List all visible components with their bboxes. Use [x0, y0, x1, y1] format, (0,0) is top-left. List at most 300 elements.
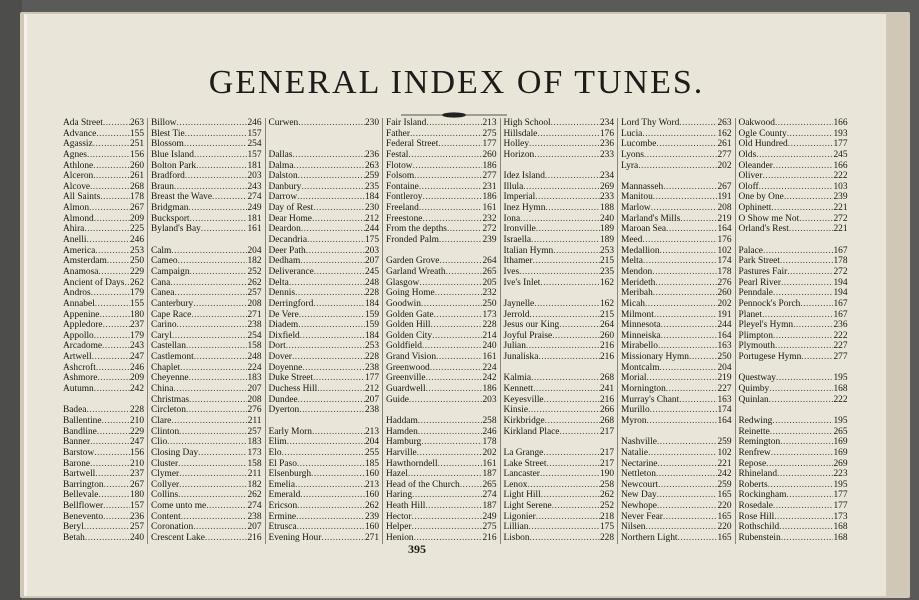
dot-leader: [299, 310, 365, 321]
tune-name: Advance: [63, 128, 97, 139]
tune-name: Rothschild: [738, 522, 780, 533]
tune-page-number: 187: [482, 469, 497, 480]
dot-leader: [504, 437, 615, 448]
index-entry: [386, 224, 497, 235]
tune-page-number: 213: [482, 118, 497, 128]
tune-page-number: 208: [247, 298, 262, 309]
tune-page-number: 163: [717, 341, 732, 352]
tune-name: La Grange: [503, 447, 544, 458]
tune-name: Natalie: [621, 447, 649, 458]
dot-leader: [100, 192, 130, 203]
dot-leader: [179, 480, 247, 491]
index-entry: [386, 352, 497, 363]
dot-leader: [536, 224, 600, 235]
tune-page-number: 230: [364, 118, 379, 128]
tune-name: Barrington: [63, 479, 104, 490]
dot-leader: [434, 310, 483, 321]
tune-page-number: 237: [129, 469, 144, 480]
dot-leader: [663, 182, 717, 193]
tune-page-number: 188: [599, 203, 614, 214]
dot-leader: [413, 161, 483, 172]
tune-name: Kirkbridge: [503, 415, 545, 426]
tune-page-number: 235: [599, 266, 614, 277]
tune-name: Fair Island: [386, 118, 427, 128]
index-entry: [386, 469, 497, 480]
dot-leader: [194, 352, 248, 363]
tune-name: Dennis: [268, 288, 296, 299]
dot-leader: [425, 501, 482, 512]
tune-page-number: 242: [717, 469, 732, 480]
index-entry: [504, 171, 615, 182]
dot-leader: [298, 171, 365, 182]
tune-page-number: 259: [364, 171, 379, 182]
index-entry: [386, 416, 497, 427]
tune-name: Ophinett: [738, 203, 772, 214]
dot-leader: [90, 459, 130, 470]
tune-name: Rockingham: [738, 490, 787, 501]
tune-page-number: 180: [129, 490, 144, 501]
tune-name: Curwen: [268, 118, 299, 128]
index-entry: [386, 214, 497, 225]
tune-page-number: 236: [364, 149, 379, 160]
index-entry: [504, 448, 615, 459]
tune-page-number: 216: [247, 532, 262, 543]
dot-leader: [780, 437, 833, 448]
dot-leader: [644, 150, 718, 161]
index-entry: [621, 150, 732, 161]
index-entry: [63, 192, 144, 203]
tune-page-number: 202: [482, 447, 497, 458]
index-entry: [386, 459, 497, 470]
dot-leader: [269, 129, 380, 140]
tune-name: Planet: [738, 309, 762, 320]
dot-leader: [189, 203, 248, 214]
dot-leader: [193, 522, 247, 533]
tune-name: Myron: [621, 415, 647, 426]
dot-leader: [678, 533, 718, 544]
tune-name: Clymer: [151, 469, 180, 480]
tune-page-number: 186: [482, 192, 497, 203]
index-entry: [386, 522, 497, 533]
dot-leader: [412, 512, 483, 523]
tune-name: Repose: [738, 458, 767, 469]
dot-leader: [545, 203, 600, 214]
dot-leader: [777, 469, 833, 480]
tune-name: Bradford: [151, 171, 185, 182]
index-entry: [151, 299, 262, 310]
tune-name: Henion: [386, 532, 414, 543]
index-entry: [504, 182, 615, 193]
index-entry: [621, 161, 732, 172]
tune-page-number: 194: [833, 288, 848, 299]
tune-name: Lisbon: [503, 532, 530, 543]
index-entry: [504, 363, 615, 374]
dot-leader: [793, 320, 833, 331]
dot-leader: [295, 288, 365, 299]
tune-name: Palace: [738, 245, 763, 256]
index-entry: [63, 139, 144, 150]
index-entry: [621, 267, 732, 278]
tune-name: Billow: [151, 118, 177, 128]
index-entry: [269, 246, 380, 257]
tune-page-number: 195: [833, 373, 848, 384]
index-entry: [739, 490, 848, 501]
dot-leader: [178, 459, 247, 470]
tune-page-number: 239: [364, 511, 379, 522]
tune-name: Early Morn: [268, 426, 312, 437]
dot-leader: [655, 278, 717, 289]
dot-leader: [422, 192, 482, 203]
tune-page-number: 160: [364, 490, 379, 501]
tune-name: Harville: [386, 447, 417, 458]
tune-name: Julian: [503, 341, 526, 352]
tune-name: Renfrew: [738, 447, 771, 458]
tune-name: Heath Hill: [386, 501, 426, 512]
index-entry: [269, 256, 380, 267]
tune-page-number: 238: [247, 511, 262, 522]
index-entry: [63, 246, 144, 257]
tune-name: Newhope: [621, 501, 657, 512]
tune-page-number: 165: [717, 532, 732, 543]
index-entry: [151, 139, 262, 150]
index-entry: [739, 416, 848, 427]
index-entry: [63, 416, 144, 427]
tune-page-number: 168: [833, 522, 848, 533]
tune-page-number: 224: [247, 362, 262, 373]
tune-name: Ancient of Days: [63, 277, 125, 288]
tune-page-number: 259: [717, 437, 732, 448]
index-entry: [621, 363, 732, 374]
tune-page-number: 207: [364, 394, 379, 405]
index-entry: [621, 171, 732, 182]
tune-name: Jesus our King: [503, 320, 560, 331]
tune-page-number: 242: [482, 373, 497, 384]
index-entry: [621, 416, 732, 427]
dot-leader: [642, 235, 717, 246]
tune-name: Caryl: [151, 330, 172, 341]
dot-leader: [653, 288, 718, 299]
tune-name: Rubenstein: [738, 532, 781, 543]
tune-page-number: 194: [833, 277, 848, 288]
tune-name: Marlow: [621, 203, 651, 214]
tune-page-number: 186: [482, 160, 497, 171]
tune-name: Benevento: [63, 511, 104, 522]
tune-name: Carino: [151, 320, 177, 331]
tune-page-number: 228: [364, 352, 379, 363]
index-entry: [269, 288, 380, 299]
tune-page-number: 166: [833, 118, 848, 128]
dot-leader: [185, 171, 248, 182]
dot-leader: [436, 352, 482, 363]
dot-leader: [774, 512, 833, 523]
dot-leader: [190, 214, 248, 225]
index-entry: [151, 416, 262, 427]
tune-page-number: 236: [833, 320, 848, 331]
tune-page-number: 207: [247, 384, 262, 395]
tune-name: Braun: [151, 181, 174, 192]
tune-name: Light Serene: [503, 501, 552, 512]
tune-page-number: 210: [129, 415, 144, 426]
book-binding: [0, 0, 22, 600]
tune-page-number: 238: [247, 320, 262, 331]
dot-leader: [185, 129, 248, 140]
dot-leader: [504, 288, 615, 299]
dot-leader: [94, 448, 130, 459]
tune-page-number: 160: [364, 469, 379, 480]
tune-name: Olds: [738, 149, 757, 160]
tune-name: Cheyenne: [151, 373, 189, 384]
dot-leader: [89, 203, 130, 214]
tune-name: Golden Gate: [386, 309, 434, 320]
index-entry: [739, 182, 848, 193]
index-entry: [621, 139, 732, 150]
tune-name: Park Street: [738, 256, 780, 267]
dot-leader: [294, 161, 365, 172]
tune-page-number: 155: [129, 128, 144, 139]
index-column: [618, 118, 736, 544]
index-entry: [386, 118, 497, 129]
index-entry: [269, 214, 380, 225]
index-entry: [739, 352, 848, 363]
tune-name: Minneiska: [621, 330, 661, 341]
tune-page-number: 177: [364, 373, 379, 384]
dot-leader: [773, 331, 834, 342]
dot-leader: [654, 310, 718, 321]
tune-name: Ives: [503, 266, 520, 277]
tune-page-number: 158: [247, 341, 262, 352]
dot-leader: [645, 522, 717, 533]
dot-leader: [198, 448, 247, 459]
tune-name: Bellflower: [63, 501, 104, 512]
tune-name: Canterbury: [151, 298, 194, 309]
tune-name: Lenox: [503, 479, 528, 490]
dot-leader: [412, 490, 482, 501]
tune-page-number: 243: [129, 341, 144, 352]
tune-page-number: 265: [482, 479, 497, 490]
index-entry: [504, 203, 615, 214]
dot-leader: [756, 150, 833, 161]
tune-page-number: 209: [129, 373, 144, 384]
tune-page-number: 231: [482, 181, 497, 192]
dot-leader: [205, 533, 248, 544]
dot-leader: [519, 267, 600, 278]
dot-leader: [534, 299, 600, 310]
tune-page-number: 223: [833, 469, 848, 480]
index-entry: [739, 267, 848, 278]
dot-leader: [657, 501, 718, 512]
tune-name: Nettleton: [621, 469, 656, 480]
tune-name: Manitou: [621, 192, 653, 203]
dot-leader: [426, 118, 482, 129]
tune-page-number: 263: [364, 160, 379, 171]
tune-name: Blue Island: [151, 149, 194, 160]
dot-leader: [419, 203, 483, 214]
index-entry: [151, 256, 262, 267]
tune-page-number: 266: [599, 405, 614, 416]
tune-name: Annabel: [63, 298, 95, 309]
index-entry: [621, 352, 732, 363]
index-entry: [739, 320, 848, 331]
index-entry: [504, 512, 615, 523]
tune-page-number: 260: [482, 149, 497, 160]
dot-leader: [196, 161, 247, 172]
dot-leader: [658, 341, 717, 352]
tune-name: Lord Thy Word: [621, 118, 680, 128]
dot-leader: [431, 320, 483, 331]
tune-name: Newcourt: [621, 479, 658, 490]
dot-leader: [661, 320, 718, 331]
tune-page-number: 239: [482, 235, 497, 246]
index-entry: [621, 278, 732, 289]
index-entry: [739, 129, 848, 140]
dot-leader: [179, 427, 247, 438]
tune-name: Ballentine: [63, 415, 102, 426]
index-entry: [151, 459, 262, 470]
tune-name: Hillsdale: [503, 128, 538, 139]
dot-leader: [460, 480, 483, 491]
index-entry: [504, 341, 615, 352]
dot-leader: [648, 448, 717, 459]
index-entry: [504, 299, 615, 310]
tune-name: Oakwood: [738, 118, 775, 128]
tune-page-number: 165: [717, 511, 732, 522]
index-entry: [386, 512, 497, 523]
index-entry: [269, 267, 380, 278]
tune-page-number: 176: [599, 128, 614, 139]
index-entry: [151, 384, 262, 395]
index-entry: [504, 118, 615, 129]
dot-leader: [98, 267, 130, 278]
tune-page-number: 262: [599, 490, 614, 501]
tune-name: Milmont: [621, 309, 654, 320]
tune-name: Fontleroy: [386, 192, 423, 203]
tune-name: Breast the Wave: [151, 192, 213, 203]
tune-name: Dear Home: [268, 213, 312, 224]
index-entry: [739, 299, 848, 310]
index-entry: [151, 235, 262, 246]
tune-page-number: 268: [599, 415, 614, 426]
dot-leader: [430, 363, 483, 374]
tune-name: Freeland: [386, 203, 419, 214]
tune-page-number: 181: [247, 160, 262, 171]
dot-leader: [763, 246, 833, 257]
tune-name: Deardon: [268, 224, 301, 235]
tune-page-number: 177: [833, 139, 848, 150]
index-entry: [269, 416, 380, 427]
tune-name: Dallas: [268, 149, 293, 160]
tune-name: Barone: [63, 458, 91, 469]
dot-leader: [526, 341, 600, 352]
index-entry: [739, 278, 848, 289]
tune-name: Freestone: [386, 213, 423, 224]
tune-name: Missionary Hymn: [621, 352, 689, 363]
tune-page-number: 184: [364, 330, 379, 341]
dot-leader: [418, 427, 483, 438]
tune-page-number: 260: [599, 330, 614, 341]
tune-name: Redwing: [738, 415, 773, 426]
tune-name: El Paso: [268, 458, 297, 469]
tune-name: Kennett: [503, 384, 534, 395]
tune-name: Duke Street: [268, 373, 314, 384]
tune-page-number: 252: [599, 501, 614, 512]
dot-leader: [768, 480, 834, 491]
dot-leader: [85, 533, 130, 544]
tune-page-number: 204: [717, 362, 732, 373]
index-entry: [621, 288, 732, 299]
dot-leader: [189, 373, 248, 384]
index-entry: [386, 288, 497, 299]
dot-leader: [297, 192, 365, 203]
tune-page-number: 240: [482, 341, 497, 352]
dot-leader: [295, 480, 365, 491]
dot-leader: [435, 288, 483, 299]
index-entry: [151, 129, 262, 140]
dot-leader: [314, 267, 365, 278]
tune-page-number: 233: [599, 149, 614, 160]
tune-page-number: 262: [247, 490, 262, 501]
tune-name: Almon: [63, 203, 90, 214]
dot-leader: [689, 352, 717, 363]
index-entry: [621, 512, 732, 523]
tune-name: Garden Grove: [386, 256, 440, 267]
tune-page-number: 265: [482, 266, 497, 277]
index-entry: [269, 384, 380, 395]
index-entry: [63, 278, 144, 289]
tune-page-number: 262: [247, 277, 262, 288]
dot-leader: [504, 363, 615, 374]
tune-name: Kalmia: [503, 373, 532, 384]
tune-name: Orland's Rest: [738, 224, 789, 235]
tune-page-number: 250: [129, 256, 144, 267]
index-entry: [504, 129, 615, 140]
tune-page-number: 189: [599, 224, 614, 235]
tune-page-number: 161: [247, 224, 262, 235]
tune-page-number: 225: [129, 224, 144, 235]
index-entry: [739, 192, 848, 203]
tune-page-number: 207: [364, 256, 379, 267]
index-entry: [504, 427, 615, 438]
tune-name: Diadem: [268, 320, 299, 331]
dot-leader: [775, 118, 833, 129]
tune-name: Old Hundred: [738, 139, 788, 150]
index-entry: [151, 224, 262, 235]
index-entry: [269, 512, 380, 523]
index-entry: [386, 320, 497, 331]
dot-leader: [297, 522, 365, 533]
tune-page-number: 268: [129, 181, 144, 192]
tune-name: Ashmore: [63, 373, 98, 384]
tune-page-number: 262: [364, 501, 379, 512]
tune-page-number: 193: [833, 128, 848, 139]
tune-name: Quinlan: [738, 394, 769, 405]
tune-page-number: 182: [247, 479, 262, 490]
tune-name: Dort: [268, 341, 286, 352]
tune-name: Hamburg: [386, 437, 422, 448]
tune-name: Lillian: [503, 522, 529, 533]
index-entry: [386, 203, 497, 214]
tune-name: Mendon: [621, 266, 653, 277]
dot-leader: [552, 501, 600, 512]
index-entry: [739, 427, 848, 438]
tune-page-number: 178: [482, 437, 497, 448]
index-entry: [504, 235, 615, 246]
dot-leader: [799, 214, 833, 225]
tune-name: Fronded Palm: [386, 235, 439, 246]
tune-page-number: 180: [129, 309, 144, 320]
index-entry: [63, 161, 144, 172]
index-entry: [386, 246, 497, 257]
index-entry: [269, 203, 380, 214]
